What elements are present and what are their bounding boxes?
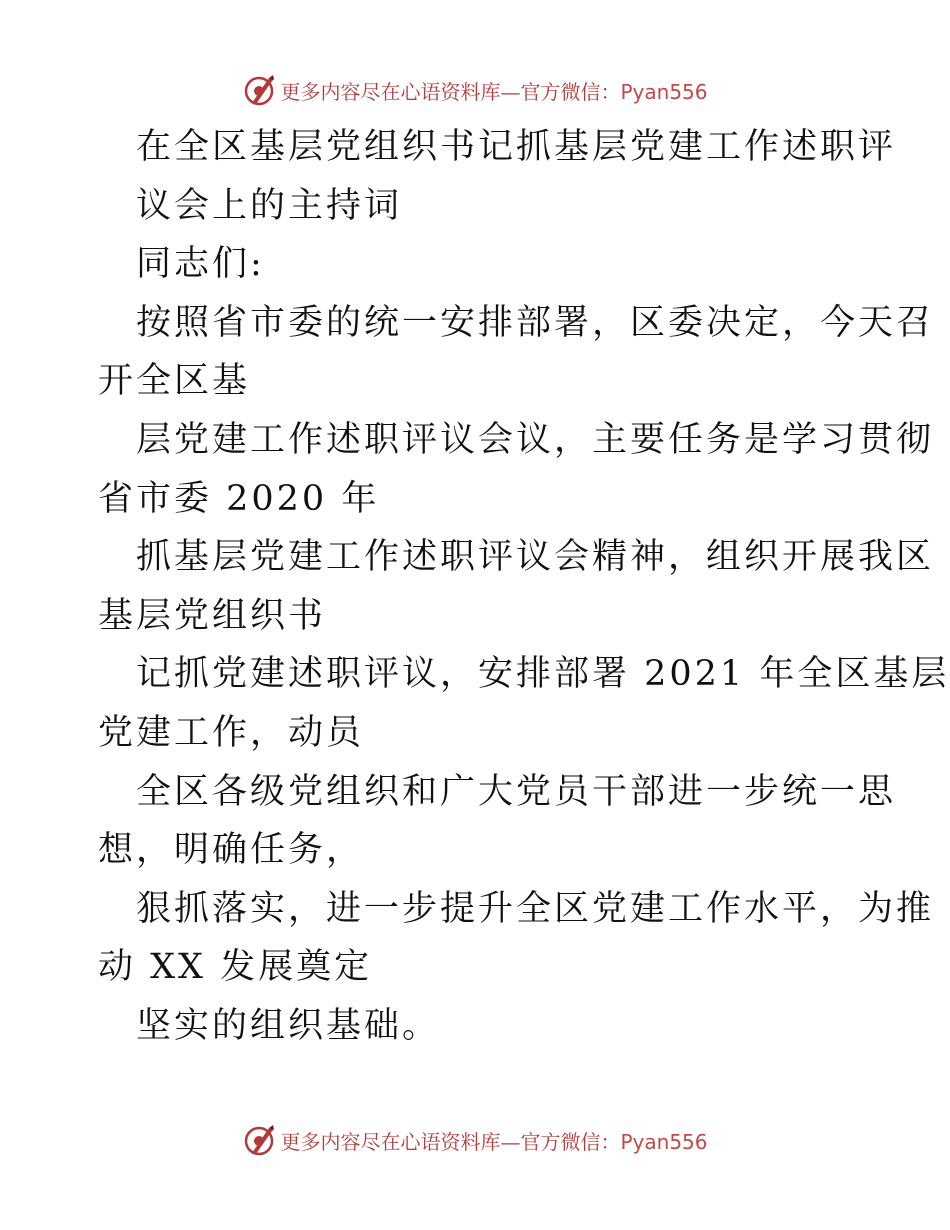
paragraph-line: 省市委 2020 年: [98, 478, 380, 519]
header-wechat-id: Pyan556: [620, 79, 708, 104]
salutation: 同志们:: [136, 244, 265, 285]
paragraph-line: 坚实的组织基础。: [136, 1005, 441, 1046]
paragraph-line: 记抓党建述职评议，安排部署 2021 年全区基层: [136, 654, 950, 695]
title-line-2: 议会上的主持词: [136, 185, 403, 226]
quill-pen-logo-icon: [242, 73, 276, 107]
paragraph-line: 想，明确任务，: [98, 830, 365, 871]
document-body: [98, 118, 950, 1056]
footer-wechat-id: Pyan556: [620, 1129, 708, 1154]
paragraph-line: 开全区基: [98, 361, 251, 402]
footer-banner-text: 更多内容尽在心语资料库—官方微信：Pyan556: [280, 1129, 708, 1154]
footer-watermark-banner: [0, 1118, 950, 1162]
paragraph-line: 层党建工作述职评议会议，主要任务是学习贯彻: [136, 419, 935, 460]
paragraph-line: 基层党组织书: [98, 595, 327, 636]
paragraph-line: 按照省市委的统一安排部署，区委决定，今天召: [136, 302, 935, 343]
header-watermark-banner: [0, 68, 950, 112]
paragraph-line: 动 XX 发展奠定: [98, 947, 373, 988]
paragraph-line: 党建工作，动员: [98, 712, 365, 753]
paragraph-line: 全区各级党组织和广大党员干部进一步统一思: [136, 771, 897, 812]
paragraph-line: 抓基层党建工作述职评议会精神，组织开展我区: [136, 537, 935, 578]
header-banner-text: 更多内容尽在心语资料库—官方微信：Pyan556: [280, 79, 708, 104]
title-line-1: 在全区基层党组织书记抓基层党建工作述职评: [136, 127, 897, 167]
quill-pen-logo-icon: [242, 1123, 276, 1157]
paragraph-line: 狠抓落实，进一步提升全区党建工作水平，为推: [136, 888, 935, 929]
